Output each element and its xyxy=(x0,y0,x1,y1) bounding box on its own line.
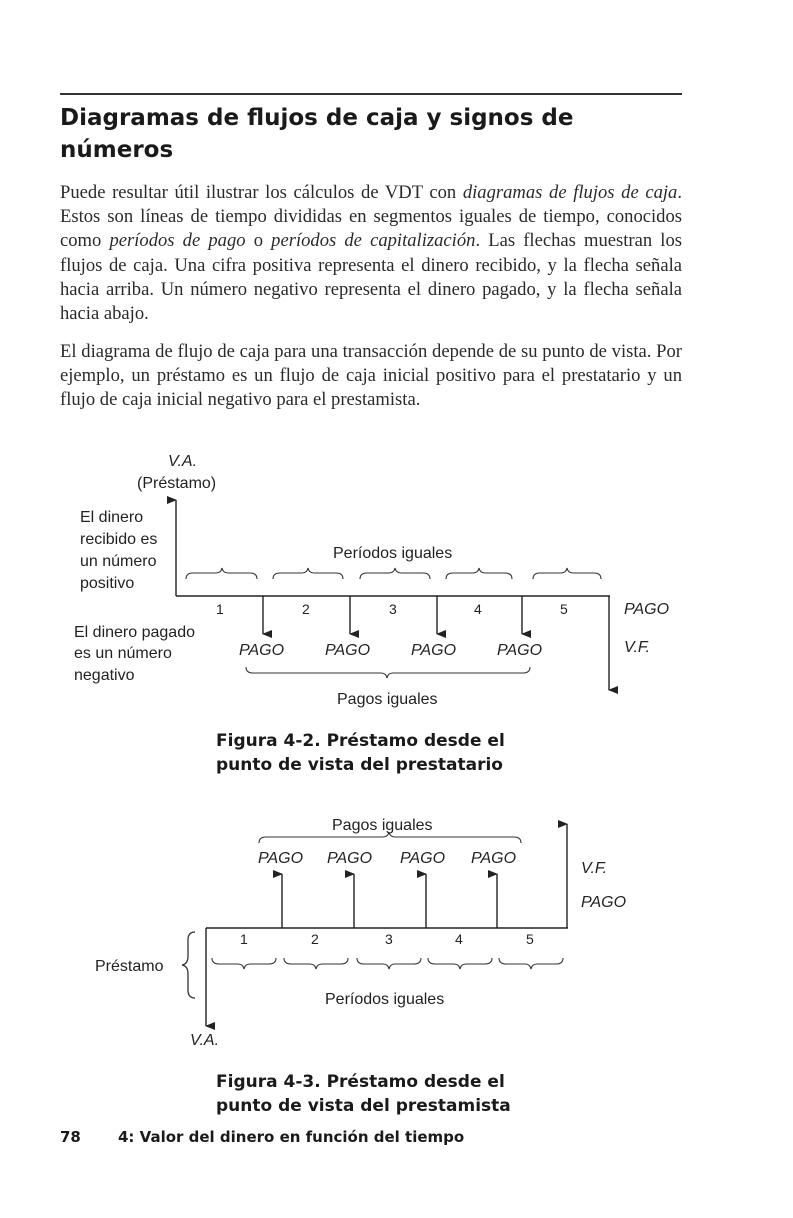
caption-line: Figura 4-2. Préstamo desde el xyxy=(216,731,505,751)
fig1-period-number: 4 xyxy=(474,601,482,617)
fig2-prestamo-label: Préstamo xyxy=(95,958,164,975)
figure2-caption xyxy=(216,1070,511,1118)
fig1-period-number: 3 xyxy=(389,601,397,617)
fig1-payments-label: Pagos iguales xyxy=(337,691,438,708)
fig2-final-pago-label: PAGO xyxy=(581,894,627,911)
fig1-paid-line: es un número xyxy=(74,645,172,662)
fig2-va-label: V.A. xyxy=(190,1032,220,1049)
fig2-period-number: 1 xyxy=(240,931,248,947)
fig2-period-number: 3 xyxy=(385,931,393,947)
caption-line: punto de vista del prestatario xyxy=(216,755,503,775)
fig1-periods-label: Períodos iguales xyxy=(333,545,453,562)
fig2-period-number: 2 xyxy=(311,931,319,947)
fig2-prestamo-brace xyxy=(182,932,195,998)
fig1-paid-line: negativo xyxy=(74,667,135,684)
fig1-payment-label: PAGO xyxy=(411,642,457,659)
fig2-vf-label: V.F. xyxy=(581,860,608,877)
fig1-vf-label: V.F. xyxy=(624,639,651,656)
page-number: 78 xyxy=(60,1128,81,1146)
fig1-payment-label: PAGO xyxy=(239,642,285,659)
fig1-period-number: 2 xyxy=(302,601,310,617)
fig2-period-brace xyxy=(284,958,348,969)
fig2-payment-label: PAGO xyxy=(327,850,373,867)
fig1-payment-label: PAGO xyxy=(497,642,543,659)
fig1-received-line: El dinero xyxy=(80,509,144,526)
fig2-payments-label: Pagos iguales xyxy=(332,817,433,834)
fig2-periods-label: Períodos iguales xyxy=(325,991,445,1008)
section-title: Diagramas de flujos de caja y signos de números xyxy=(60,105,574,163)
paragraph-viewpoint: El diagrama de flujo de caja para una transacción depende de su punto de vista. Por ejemplo, un préstamo es un flujo de caja inicial positivo para el prestatario y un flujo de caja inicial negativo para el prestamista. xyxy=(60,341,682,411)
fig1-payment-label: PAGO xyxy=(325,642,371,659)
fig1-final-pago-label: PAGO xyxy=(624,601,670,618)
fig2-payments-brace xyxy=(259,832,521,843)
paragraph-intro: Puede resultar útil ilustrar los cálculos de VDT con diagramas de flujos de caja. Estos son líneas de tiempo divididas en segmentos iguales de tiempo, conocidos como períodos de pago o períodos de capitalización. Las flechas muestran los flujos de caja. Una cifra positiva representa el dinero recibido, y la flecha señala hacia arriba. Un número negativo representa el dinero pagado, y la flecha señala hacia abajo. xyxy=(60,182,683,325)
fig2-payment-label: PAGO xyxy=(400,850,446,867)
fig2-payment-label: PAGO xyxy=(471,850,517,867)
fig1-received-line: un número xyxy=(80,553,157,570)
fig1-prestamo-label: (Préstamo) xyxy=(137,475,217,492)
fig1-received-line: recibido es xyxy=(80,531,158,548)
caption-line: Figura 4-3. Préstamo desde el xyxy=(216,1072,505,1092)
fig1-period-number: 5 xyxy=(560,601,568,617)
caption-line: punto de vista del prestamista xyxy=(216,1096,511,1116)
fig2-period-brace xyxy=(428,958,492,969)
fig1-received-line: positivo xyxy=(80,575,135,592)
fig2-payment-label: PAGO xyxy=(258,850,304,867)
page-footer xyxy=(60,1128,464,1146)
fig2-period-number: 4 xyxy=(455,931,463,947)
fig2-period-braces xyxy=(212,958,563,969)
fig1-paid-line: El dinero pagado xyxy=(74,624,195,641)
fig2-period-brace xyxy=(499,958,563,969)
fig1-va-label: V.A. xyxy=(168,453,198,470)
chapter-title: 4: Valor del dinero en función del tiempo xyxy=(118,1128,465,1146)
fig1-period-number: 1 xyxy=(216,601,224,617)
fig2-period-number: 5 xyxy=(526,931,534,947)
fig2-period-brace xyxy=(212,958,276,969)
fig2-period-brace xyxy=(357,958,421,969)
